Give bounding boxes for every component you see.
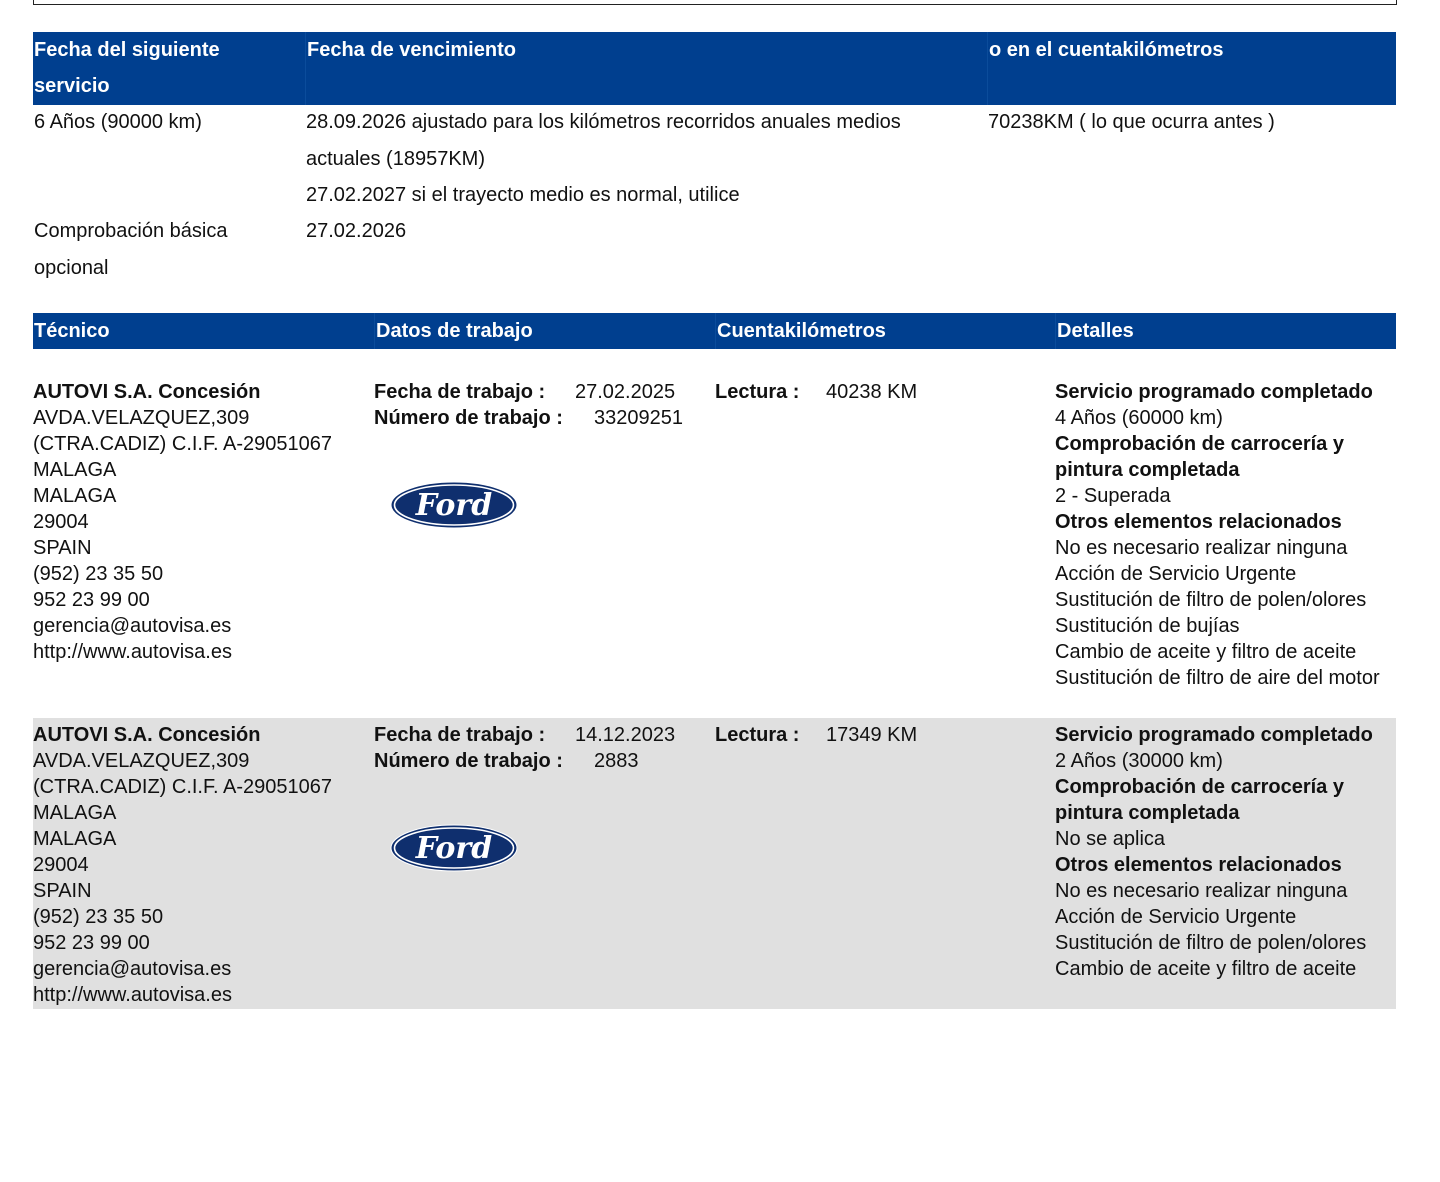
service-details (1055, 722, 1373, 982)
odometer-reading (715, 722, 917, 748)
dealer-line: SPAIN (33, 880, 92, 902)
detail-heading: Comprobación de carrocería y (1055, 433, 1344, 455)
job-date-value: 27.02.2025 (575, 381, 676, 403)
dealer-email: gerencia@autovisa.es (33, 615, 232, 637)
dealer-line: MALAGA (33, 828, 117, 850)
detail-item: 2 - Superada (1055, 485, 1171, 507)
dealer-name: AUTOVI S.A. Concesión (33, 381, 261, 403)
history-table-header (33, 313, 1396, 349)
service-due (305, 104, 986, 214)
service-name (33, 104, 202, 141)
detail-item: 2 Años (30000 km) (1055, 750, 1223, 772)
detail-item: Sustitución de filtro de polen/olores (1055, 932, 1367, 954)
job-date-label: Fecha de trabajo : (374, 724, 546, 746)
job-date-row (374, 379, 683, 405)
detail-item: Sustitución de filtro de aire del motor (1055, 667, 1380, 689)
job-number-row (374, 405, 683, 431)
detail-heading: pintura completada (1055, 802, 1240, 824)
detail-heading: Comprobación de carrocería y (1055, 776, 1344, 798)
detail-item: No es necesario realizar ninguna (1055, 537, 1348, 559)
dealer-fax: 952 23 99 00 (33, 932, 150, 954)
service-name-line: Comprobación básica (34, 220, 228, 242)
service-due-line: 27.02.2027 si el trayecto medio es normal, utilice (306, 184, 740, 206)
odometer-reading (715, 379, 917, 405)
job-data (374, 379, 683, 431)
job-date-row (374, 722, 675, 748)
dealer-line: SPAIN (33, 537, 92, 559)
reading-label: Lectura : (715, 381, 800, 403)
detail-item: No se aplica (1055, 828, 1166, 850)
service-odometer: 70238KM ( lo que ocurra antes ) (988, 111, 1275, 133)
dealer-line: AVDA.VELAZQUEZ,309 (33, 407, 250, 429)
detail-item: Acción de Servicio Urgente (1055, 563, 1297, 585)
header-odometer: o en el cuentakilómetros (987, 32, 1396, 105)
job-data (374, 722, 675, 774)
dealer-line: MALAGA (33, 802, 117, 824)
dealer-email: gerencia@autovisa.es (33, 958, 232, 980)
detail-item: Acción de Servicio Urgente (1055, 906, 1297, 928)
dealer-phone: (952) 23 35 50 (33, 563, 164, 585)
header-odometer-reading: Cuentakilómetros (715, 313, 1055, 349)
detail-item: Cambio de aceite y filtro de aceite (1055, 641, 1357, 663)
job-number-value: 33209251 (594, 407, 683, 429)
service-row (33, 104, 1396, 214)
dealer-line: 29004 (33, 511, 89, 533)
reading-label: Lectura : (715, 724, 800, 746)
dealer-info (33, 379, 332, 665)
reading-value: 17349 KM (826, 724, 918, 746)
dealer-line: MALAGA (33, 459, 117, 481)
job-number-value: 2883 (594, 750, 639, 772)
detail-heading: Otros elementos relacionados (1055, 854, 1342, 876)
job-date-label: Fecha de trabajo : (374, 381, 546, 403)
header-due-date: Fecha de vencimiento (305, 32, 987, 105)
dealer-line: (CTRA.CADIZ) C.I.F. A-29051067 (33, 433, 332, 455)
service-details (1055, 379, 1380, 691)
header-technician: Técnico (34, 320, 110, 342)
job-date-value: 14.12.2023 (575, 724, 676, 746)
svg-text:Ford: Ford (415, 488, 493, 523)
detail-item: No es necesario realizar ninguna (1055, 880, 1348, 902)
dealer-name: AUTOVI S.A. Concesión (33, 724, 261, 746)
ford-logo-icon (389, 480, 519, 530)
header-next-service-line-1: Fecha del siguiente (34, 39, 220, 61)
svg-text:Ford: Ford (415, 831, 493, 866)
detail-heading: Servicio programado completado (1055, 724, 1373, 746)
detail-item: Sustitución de filtro de polen/olores (1055, 589, 1367, 611)
dealer-info (33, 722, 332, 1008)
service-due-line: 28.09.2026 ajustado para los kilómetros recorridos anuales medios (306, 111, 901, 133)
job-number-row (374, 748, 675, 774)
dealer-line: MALAGA (33, 485, 117, 507)
dealer-line: 29004 (33, 854, 89, 876)
page-frame (33, 0, 1397, 5)
service-record (33, 718, 1396, 1009)
reading-value: 40238 KM (826, 381, 918, 403)
job-number-label: Número de trabajo : (374, 750, 563, 772)
detail-heading: Otros elementos relacionados (1055, 511, 1342, 533)
service-due-line: actuales (18957KM) (306, 147, 485, 170)
header-next-service-line-2: servicio (34, 75, 110, 97)
service-name-line: 6 Años (90000 km) (34, 111, 202, 133)
detail-heading: pintura completada (1055, 459, 1240, 481)
dealer-line: AVDA.VELAZQUEZ,309 (33, 750, 250, 772)
header-next-service (33, 32, 305, 105)
service-name-line: opcional (34, 256, 109, 279)
detail-item: 4 Años (60000 km) (1055, 407, 1223, 429)
service-table-header (33, 32, 1396, 105)
dealer-fax: 952 23 99 00 (33, 589, 150, 611)
service-row (33, 213, 1396, 287)
service-due (305, 213, 406, 250)
dealer-phone: (952) 23 35 50 (33, 906, 164, 928)
header-job-data: Datos de trabajo (374, 313, 715, 349)
dealer-line: (CTRA.CADIZ) C.I.F. A-29051067 (33, 776, 332, 798)
dealer-website: http://www.autovisa.es (33, 641, 232, 663)
service-record (33, 375, 1396, 695)
header-details: Detalles (1055, 313, 1396, 349)
service-due-line: 27.02.2026 (306, 220, 407, 242)
detail-item: Cambio de aceite y filtro de aceite (1055, 958, 1357, 980)
service-name (33, 213, 227, 286)
detail-item: Sustitución de bujías (1055, 615, 1240, 637)
detail-heading: Servicio programado completado (1055, 381, 1373, 403)
dealer-website: http://www.autovisa.es (33, 984, 232, 1006)
job-number-label: Número de trabajo : (374, 407, 563, 429)
ford-logo-icon (389, 823, 519, 873)
